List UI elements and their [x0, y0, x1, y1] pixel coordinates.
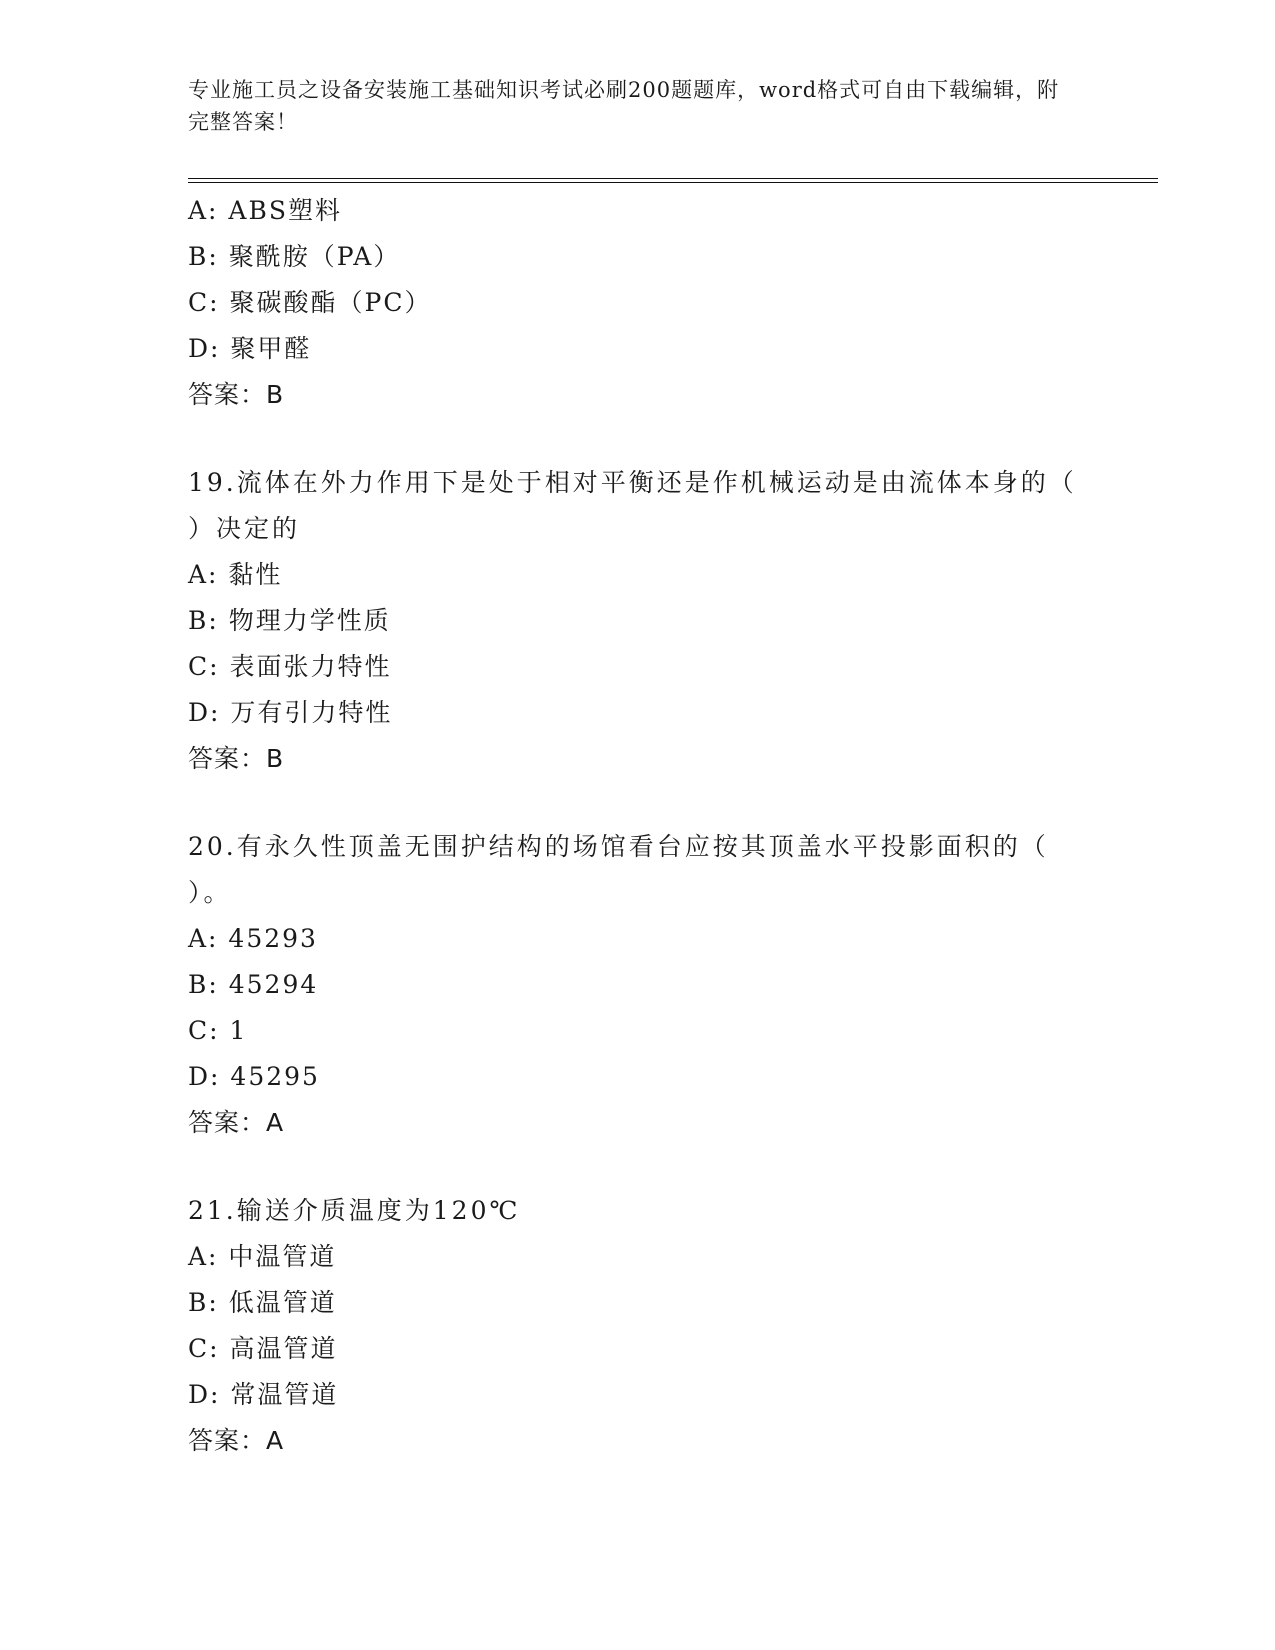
option-b: B: 聚酰胺（PA） — [188, 242, 401, 271]
answer-line: 答案：B — [188, 744, 285, 773]
question-stem: 21.输送介质温度为120℃ — [188, 1196, 521, 1225]
option-a: A: 45293 — [188, 924, 318, 953]
question-stem: 20.有永久性顶盖无围护结构的场馆看台应按其顶盖水平投影面积的（ ）。 — [188, 832, 1049, 907]
header-divider — [188, 178, 1158, 183]
question-21-block — [188, 1188, 1088, 1464]
option-b: B: 45294 — [188, 970, 319, 999]
answer-line: 答案：A — [188, 1108, 285, 1137]
option-d: D: 聚甲醛 — [188, 334, 312, 363]
option-c: C: 高温管道 — [188, 1334, 338, 1363]
option-c: C: 表面张力特性 — [188, 652, 392, 681]
answer-line: 答案：B — [188, 380, 285, 409]
question-stem: 19.流体在外力作用下是处于相对平衡还是作机械运动是由流体本身的（ ）决定的 — [188, 468, 1077, 543]
option-b: B: 低温管道 — [188, 1288, 337, 1317]
question-19-block — [188, 460, 1088, 782]
option-d: D: 常温管道 — [188, 1380, 339, 1409]
question-18-block — [188, 188, 1088, 418]
option-a: A: 黏性 — [188, 560, 283, 589]
option-b: B: 物理力学性质 — [188, 606, 391, 635]
option-d: D: 万有引力特性 — [188, 698, 393, 727]
option-d: D: 45295 — [188, 1062, 320, 1091]
question-list — [188, 188, 1088, 1464]
document-header: 专业施工员之设备安装施工基础知识考试必刷200题题库，word格式可自由下载编辑，附完整答案！ — [188, 78, 1060, 134]
option-a: A: ABS塑料 — [188, 196, 342, 225]
option-a: A: 中温管道 — [188, 1242, 337, 1271]
option-c: C: 聚碳酸酯（PC） — [188, 288, 432, 317]
question-20-block — [188, 824, 1088, 1146]
answer-line: 答案：A — [188, 1426, 285, 1455]
option-c: C: 1 — [188, 1016, 248, 1045]
